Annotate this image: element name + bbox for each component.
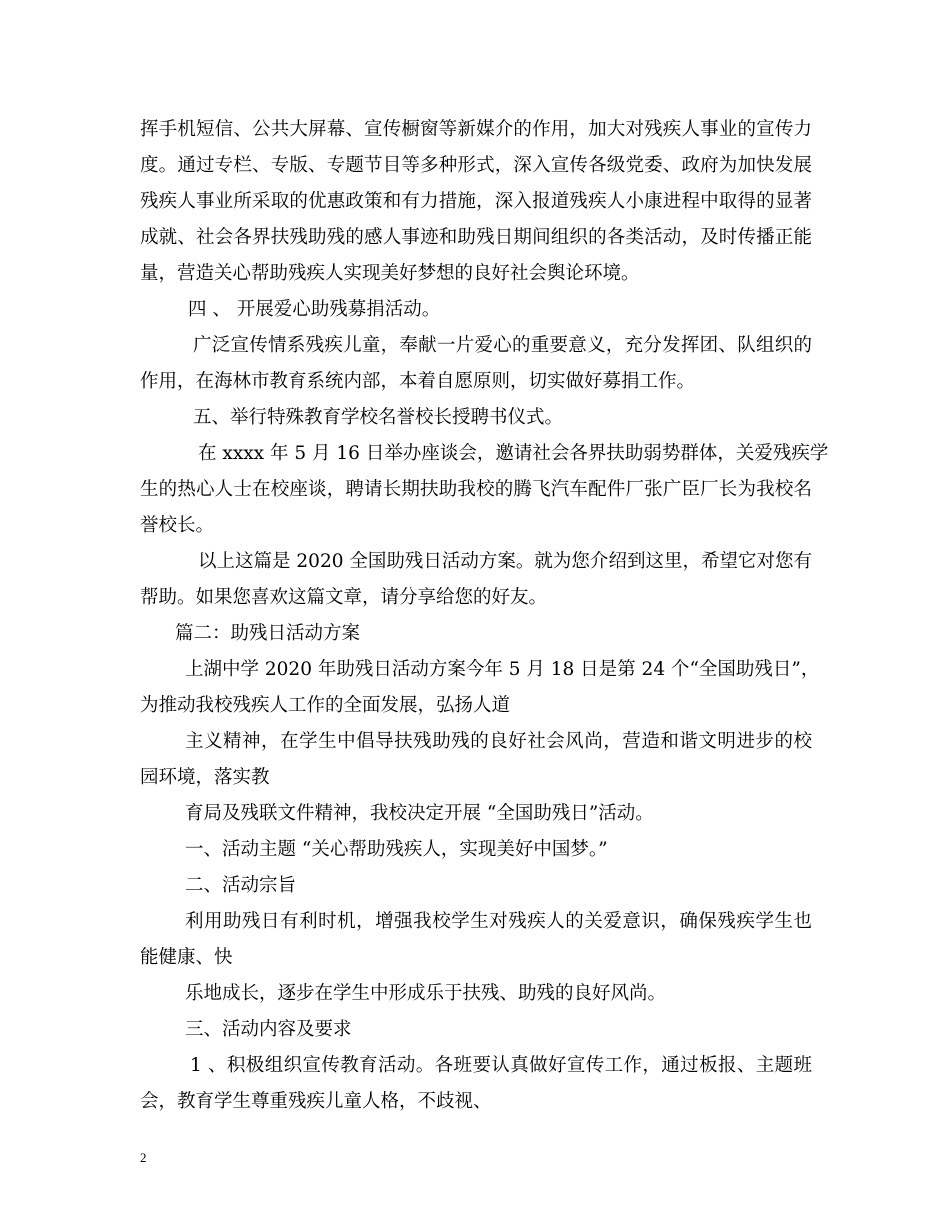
body-text-line: 作用，在海林市教育系统内部，本着自愿原则，切实做好募捐工作。 bbox=[140, 371, 696, 392]
page-number: 2 bbox=[140, 1150, 147, 1165]
body-text-line: 度。通过专栏、专版、专题节目等多种形式，深入宣传各级党委、政府为加快发展 bbox=[140, 155, 812, 176]
article-heading: 篇二：助残日活动方案 bbox=[175, 623, 361, 644]
body-text-line: 会，教育学生尊重残疾儿童人格，不歧视、 bbox=[140, 1091, 492, 1112]
section-heading: 四 、 开展爱心助残募捐活动。 bbox=[188, 299, 441, 320]
body-text-line: 园环境，落实教 bbox=[140, 767, 270, 788]
body-text-line: 帮助。如果您喜欢这篇文章，请分享给您的好友。 bbox=[140, 587, 548, 608]
body-text-line: 残疾人事业所采取的优惠政策和有力措施，深入报道残疾人小康进程中取得的显著 bbox=[140, 191, 812, 212]
body-text-line: 量，营造关心帮助残疾人实现美好梦想的良好社会舆论环境。 bbox=[140, 263, 640, 284]
body-text-line: 能健康、快 bbox=[140, 947, 233, 968]
body-text-line: 利用助残日有利时机，增强我校学生对残疾人的关爱意识，确保残疾学生也 bbox=[185, 911, 812, 932]
body-text-line: 成就、社会各界扶残助残的感人事迹和助残日期间组织的各类活动，及时传播正能 bbox=[140, 227, 812, 248]
body-text-line: 在 xxxx 年 5 月 16 日举办座谈会，邀请社会各界扶助弱势群体，关爱残疾学 bbox=[198, 443, 829, 464]
body-text-line: 挥手机短信、公共大屏幕、宣传橱窗等新媒介的作用，加大对残疾人事业的宣传力 bbox=[140, 119, 812, 140]
section-heading: 二、活动宗旨 bbox=[185, 875, 297, 896]
body-text-line: 以上这篇是 2020 全国助残日活动方案。就为您介绍到这里，希望它对您有 bbox=[198, 551, 812, 572]
body-text-line: 生的热心人士在校座谈，聘请长期扶助我校的腾飞汽车配件厂张广臣厂长为我校名 bbox=[140, 479, 812, 500]
section-heading: 三、活动内容及要求 bbox=[185, 1019, 352, 1040]
body-text-line: 为推动我校残疾人工作的全面发展，弘扬人道 bbox=[140, 695, 511, 716]
body-text-line: 上湖中学 2020 年助残日活动方案今年 5 月 18 日是第 24 个“全国助残日”， bbox=[185, 659, 820, 680]
section-heading: 五、举行特殊教育学校名誉校长授聘书仪式。 bbox=[193, 407, 564, 428]
body-text-line: 乐地成长，逐步在学生中形成乐于扶残、助残的良好风尚。 bbox=[185, 983, 667, 1004]
body-text-line: 主义精神，在学生中倡导扶残助残的良好社会风尚，营造和谐文明进步的校 bbox=[185, 731, 812, 752]
body-text-line: 誉校长。 bbox=[140, 515, 215, 536]
section-heading: 一、活动主题 “关心帮助残疾人，实现美好中国梦。” bbox=[185, 839, 608, 860]
body-text-line: 广泛宣传情系残疾儿童，奉献一片爱心的重要意义，充分发挥团、队组织的 bbox=[193, 335, 812, 356]
body-text-line: 1 、积极组织宣传教育活动。各班要认真做好宣传工作，通过板报、主题班 bbox=[190, 1055, 812, 1076]
body-text-line: 育局及残联文件精神，我校决定开展 “全国助残日”活动。 bbox=[185, 803, 654, 824]
